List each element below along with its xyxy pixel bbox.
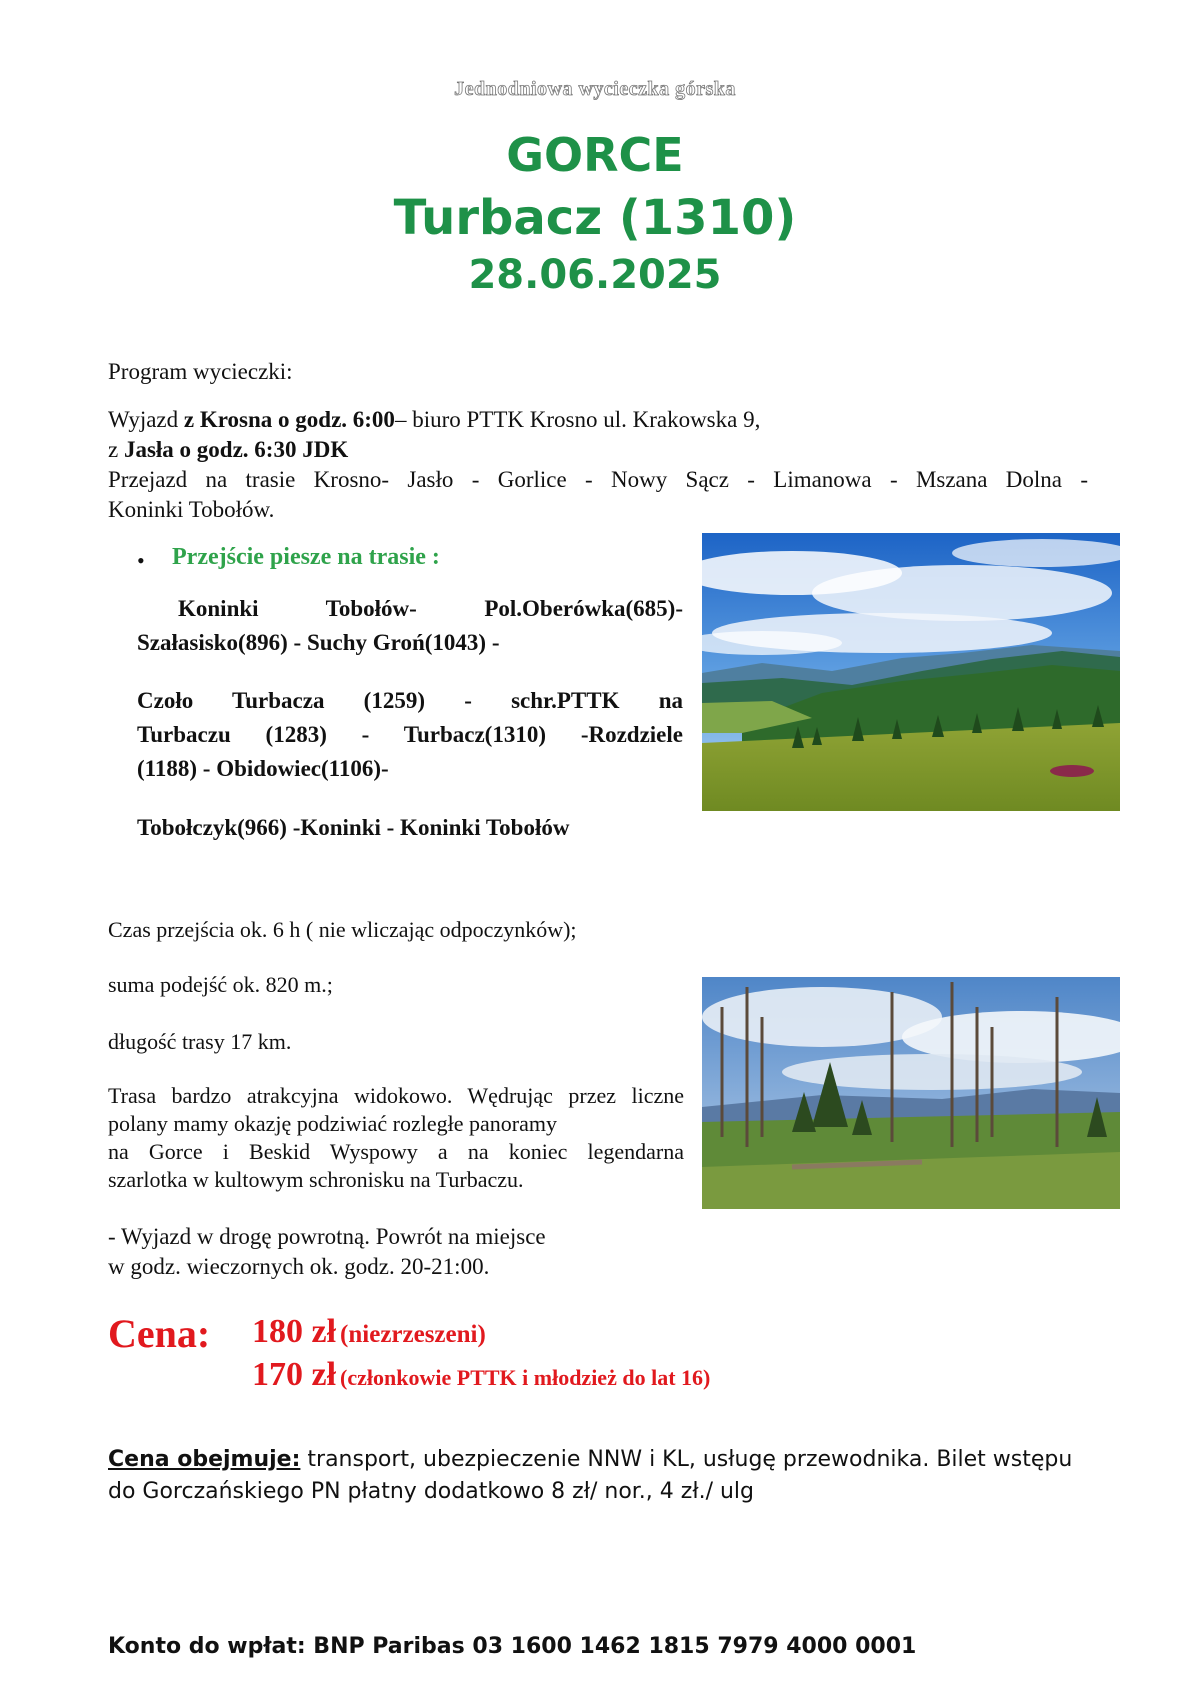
departure-krosno: z Krosna o godz. 6:00: [183, 407, 395, 432]
route-length: długość trasy 17 km.: [108, 1029, 292, 1054]
forest-photo: [702, 977, 1120, 1209]
route-line-1: Koninki Tobołów- Pol.Oberówka(685)-: [178, 596, 683, 621]
description-line-4: szarlotka w kultowym schronisku na Turbaczu.: [108, 1167, 524, 1192]
departure-office: – biuro PTTK Krosno ul. Krakowska 9,: [394, 407, 761, 432]
description-line-2: polany mamy okazję podziwiać rozległe panoramy: [108, 1111, 557, 1136]
price-includes: [108, 1444, 1088, 1508]
price-regular-amount: 180 zł: [252, 1313, 337, 1350]
departure-line-1: [108, 405, 1098, 435]
price-regular: [252, 1313, 486, 1351]
walk-time: Czas przejścia ok. 6 h ( nie wliczając odpoczynków);: [108, 917, 577, 942]
route-line-2: Szałasisko(896) - Suchy Groń(1043) -: [137, 630, 500, 655]
ascent-total: suma podejść ok. 820 m.;: [108, 972, 333, 997]
departure-pre: Wyjazd: [108, 407, 184, 432]
price-includes-label: Cena obejmuje:: [108, 1447, 301, 1472]
transfer-line-1: Przejazd na trasie Krosno- Jasło - Gorlice - Nowy Sącz - Limanowa - Mszana Dolna -: [108, 467, 1088, 492]
route-line-4: Turbaczu (1283) - Turbacz(1310) -Rozdziele: [137, 722, 683, 747]
bank-account: Konto do wpłat: BNP Paribas 03 1600 1462 1815 7979 4000 0001: [108, 1634, 917, 1659]
mountain-panorama-photo: [702, 533, 1120, 811]
return-line-1: - Wyjazd w drogę powrotną. Powrót na miejsce: [108, 1224, 546, 1249]
walk-heading: Przejście piesze na trasie :: [172, 544, 440, 570]
departure-jaslo: Jasła o godz. 6:30 JDK: [123, 437, 349, 462]
transfer-line-2: Koninki Tobołów.: [108, 497, 275, 522]
description-line-1: Trasa bardzo atrakcyjna widokowo. Wędrując przez liczne: [108, 1083, 684, 1108]
event-date: 28.06.2025: [468, 252, 722, 298]
page-title: GORCE: [506, 128, 684, 182]
departure-line-2: [108, 435, 348, 465]
description-line-3: na Gorce i Beskid Wyspowy a na koniec legendarna: [108, 1139, 684, 1164]
price-label: Cena:: [108, 1311, 211, 1356]
route-line-5: (1188) - Obidowiec(1106)-: [137, 756, 389, 781]
price-includes-text: transport, ubezpieczenie NNW i KL, usługę przewodnika. Bilet wstępu do Gorczańskiego PN płatny dodatkowo 8 zł/ nor., 4 zł./ ulg: [108, 1447, 1073, 1504]
route-line-6: Tobołczyk(966) -Koninki - Koninki Tobołów: [137, 815, 570, 840]
bullet-icon: •: [137, 548, 145, 573]
price-member-note: (członkowie PTTK i młodzież do lat 16): [340, 1365, 711, 1390]
departure-pre2: z: [108, 437, 124, 462]
price-member-amount: 170 zł: [252, 1356, 337, 1393]
peak-title: Turbacz (1310): [393, 190, 797, 246]
route-line-3: Czoło Turbacza (1259) - schr.PTTK na: [137, 688, 683, 713]
program-heading: Program wycieczki:: [108, 359, 293, 384]
price-member: [252, 1356, 710, 1394]
price-regular-note: (niezrzeszeni): [340, 1321, 486, 1348]
event-subtitle: Jednodniowa wycieczka górska: [454, 78, 736, 100]
return-line-2: w godz. wieczornych ok. godz. 20-21:00.: [108, 1254, 490, 1279]
